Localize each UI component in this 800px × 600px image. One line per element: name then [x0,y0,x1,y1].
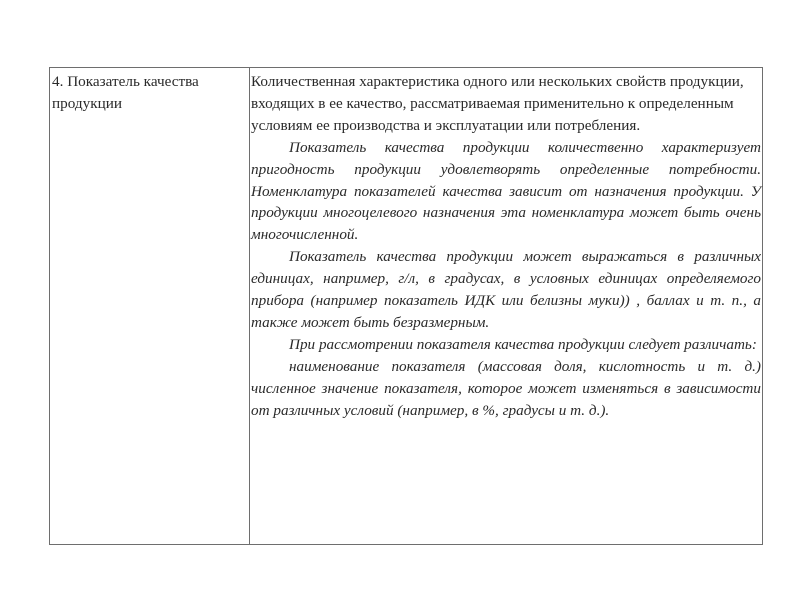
table-row [50,68,763,545]
definition-cell [250,68,763,545]
definition-paragraph-4: наименование показателя (массовая доля, кислотность и т. д.) численное значение показателя, которое может изменяться в зависимости от различных условий (например, в %, градусы и т. д.). [251,357,761,419]
term-text: 4. Показатель качества продукции [52,73,199,112]
definition-table [49,67,763,545]
definition-intro: Количественная характеристика одного или нескольких свойств продукции, входящих в ее качество, рассматриваемая применительно к определенным условиям ее производства и эксплуатации или потребления. [251,73,744,134]
definition-paragraph-1: Показатель качества продукции количественно характеризует пригодность продукции удовлетворять определенные потребности. Номенклатура показателей качества зависит от назначения продукции. У продукции многоцелевого назначения эта номенклатура может быть очень многочисленной. [251,138,761,244]
term-cell [50,68,250,545]
definition-paragraph-2: Показатель качества продукции может выражаться в различных единицах, например, г/л, в градусах, в условных единицах определяемого прибора (например показатель ИДК или белизны муки)) , баллах и т. п., а также может быть безразмерным. [251,248,761,331]
definition-paragraph-3: При рассмотрении показателя качества продукции следует различать: [289,335,757,353]
definition-body [250,68,762,422]
